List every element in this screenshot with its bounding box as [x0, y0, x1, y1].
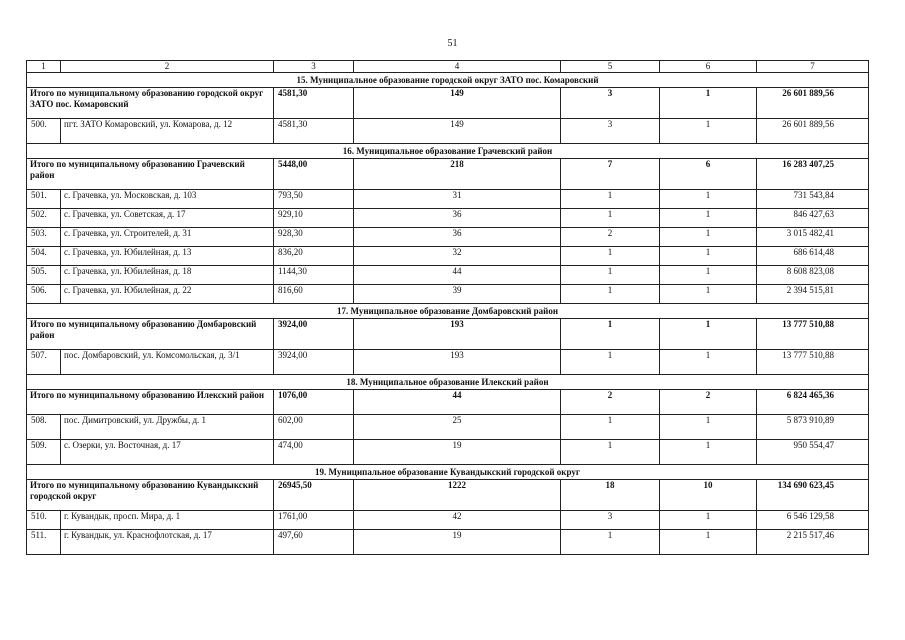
total-row	[27, 88, 869, 119]
row-number: 511.	[27, 530, 61, 555]
row-col6: 1	[660, 415, 757, 440]
row-cost: 2 215 517,46	[757, 530, 869, 555]
row-cost: 5 873 910,89	[757, 415, 869, 440]
section-heading-row	[27, 304, 869, 319]
row-col6: 1	[660, 119, 757, 144]
row-number: 506.	[27, 285, 61, 304]
row-address: пос. Димитровский, ул. Дружбы, д. 1	[61, 415, 274, 440]
column-number: 5	[561, 61, 660, 73]
total-area: 5448,00	[274, 159, 354, 190]
row-area: 929,10	[274, 209, 354, 228]
row-number: 507.	[27, 350, 61, 375]
row-col5: 3	[561, 511, 660, 530]
row-col6: 1	[660, 228, 757, 247]
row-address: г. Кувандык, просп. Мира, д. 1	[61, 511, 274, 530]
total-col5: 7	[561, 159, 660, 190]
table-row	[27, 350, 869, 375]
section-heading: 15. Муниципальное образование городской округ ЗАТО пос. Комаровский	[27, 73, 869, 88]
row-col4: 36	[354, 209, 561, 228]
row-col4: 36	[354, 228, 561, 247]
total-cost: 26 601 889,56	[757, 88, 869, 119]
row-cost: 26 601 889,56	[757, 119, 869, 144]
column-number: 1	[27, 61, 61, 73]
total-area: 3924,00	[274, 319, 354, 350]
row-number: 510.	[27, 511, 61, 530]
column-number: 3	[274, 61, 354, 73]
row-area: 497,60	[274, 530, 354, 555]
row-cost: 3 015 482,41	[757, 228, 869, 247]
row-cost: 6 546 129,58	[757, 511, 869, 530]
row-cost: 950 554,47	[757, 440, 869, 465]
total-col6: 6	[660, 159, 757, 190]
row-col5: 1	[561, 209, 660, 228]
row-cost: 8 608 823,08	[757, 266, 869, 285]
row-col5: 2	[561, 228, 660, 247]
total-area: 1076,00	[274, 390, 354, 415]
total-cost: 134 690 623,45	[757, 480, 869, 511]
table-row	[27, 119, 869, 144]
row-col6: 1	[660, 266, 757, 285]
row-address: с. Озерки, ул. Восточная, д. 17	[61, 440, 274, 465]
row-col4: 149	[354, 119, 561, 144]
row-col4: 193	[354, 350, 561, 375]
row-col6: 1	[660, 440, 757, 465]
row-area: 793,50	[274, 190, 354, 209]
row-number: 500.	[27, 119, 61, 144]
row-address: с. Грачевка, ул. Советская, д. 17	[61, 209, 274, 228]
total-row	[27, 319, 869, 350]
total-label: Итого по муниципальному образованию Илекский район	[27, 390, 274, 415]
row-cost: 731 543,84	[757, 190, 869, 209]
total-row	[27, 159, 869, 190]
housing-table	[26, 60, 869, 555]
row-address: с. Грачевка, ул. Юбилейная, д. 13	[61, 247, 274, 266]
row-number: 505.	[27, 266, 61, 285]
total-cost: 16 283 407,25	[757, 159, 869, 190]
row-area: 474,00	[274, 440, 354, 465]
table-row	[27, 247, 869, 266]
total-area: 26945,50	[274, 480, 354, 511]
row-address: пгт. ЗАТО Комаровский, ул. Комарова, д. 12	[61, 119, 274, 144]
row-cost: 2 394 515,81	[757, 285, 869, 304]
total-cost: 13 777 510,88	[757, 319, 869, 350]
total-col4: 193	[354, 319, 561, 350]
section-heading-row	[27, 73, 869, 88]
row-col4: 42	[354, 511, 561, 530]
row-col6: 1	[660, 285, 757, 304]
table-row	[27, 190, 869, 209]
total-col5: 1	[561, 319, 660, 350]
table-row	[27, 228, 869, 247]
row-col4: 25	[354, 415, 561, 440]
total-row	[27, 480, 869, 511]
row-address: г. Кувандык, ул. Краснофлотская, д. 17	[61, 530, 274, 555]
row-number: 502.	[27, 209, 61, 228]
row-col4: 32	[354, 247, 561, 266]
section-heading: 17. Муниципальное образование Домбаровский район	[27, 304, 869, 319]
total-col4: 44	[354, 390, 561, 415]
table-row	[27, 440, 869, 465]
total-col4: 218	[354, 159, 561, 190]
column-number: 2	[61, 61, 274, 73]
row-number: 501.	[27, 190, 61, 209]
row-cost: 686 614,48	[757, 247, 869, 266]
row-address: с. Грачевка, ул. Юбилейная, д. 18	[61, 266, 274, 285]
total-col6: 2	[660, 390, 757, 415]
row-area: 1144,30	[274, 266, 354, 285]
total-col4: 1222	[354, 480, 561, 511]
row-area: 602,00	[274, 415, 354, 440]
total-col5: 2	[561, 390, 660, 415]
row-number: 504.	[27, 247, 61, 266]
page-number: 51	[447, 38, 458, 49]
row-col4: 39	[354, 285, 561, 304]
section-heading-row	[27, 144, 869, 159]
row-col5: 1	[561, 285, 660, 304]
row-col6: 1	[660, 247, 757, 266]
row-area: 4581,30	[274, 119, 354, 144]
total-label: Итого по муниципальному образованию Домбаровский район	[27, 319, 274, 350]
row-address: с. Грачевка, ул. Московская, д. 103	[61, 190, 274, 209]
column-number: 4	[354, 61, 561, 73]
row-col5: 1	[561, 266, 660, 285]
row-area: 836,20	[274, 247, 354, 266]
row-number: 509.	[27, 440, 61, 465]
column-number: 7	[757, 61, 869, 73]
row-col6: 1	[660, 511, 757, 530]
total-row	[27, 390, 869, 415]
total-col6: 1	[660, 319, 757, 350]
row-address: пос. Домбаровский, ул. Комсомольская, д. 3/1	[61, 350, 274, 375]
row-col5: 1	[561, 190, 660, 209]
row-area: 928,30	[274, 228, 354, 247]
row-area: 3924,00	[274, 350, 354, 375]
row-col4: 19	[354, 530, 561, 555]
column-number-row	[27, 61, 869, 73]
row-col6: 1	[660, 350, 757, 375]
row-col5: 1	[561, 440, 660, 465]
row-address: с. Грачевка, ул. Юбилейная, д. 22	[61, 285, 274, 304]
row-col6: 1	[660, 209, 757, 228]
row-number: 503.	[27, 228, 61, 247]
row-area: 1761,00	[274, 511, 354, 530]
row-number: 508.	[27, 415, 61, 440]
section-heading: 16. Муниципальное образование Грачевский район	[27, 144, 869, 159]
section-heading: 19. Муниципальное образование Кувандыкский городской округ	[27, 465, 869, 480]
section-heading: 18. Муниципальное образование Илекский район	[27, 375, 869, 390]
total-col6: 10	[660, 480, 757, 511]
table-row	[27, 209, 869, 228]
total-col5: 3	[561, 88, 660, 119]
total-cost: 6 824 465,36	[757, 390, 869, 415]
total-col5: 18	[561, 480, 660, 511]
row-cost: 846 427,63	[757, 209, 869, 228]
row-address: с. Грачевка, ул. Строителей, д. 31	[61, 228, 274, 247]
column-number: 6	[660, 61, 757, 73]
row-col5: 1	[561, 415, 660, 440]
total-label: Итого по муниципальному образованию Грачевский район	[27, 159, 274, 190]
table-row	[27, 511, 869, 530]
row-col4: 31	[354, 190, 561, 209]
section-heading-row	[27, 375, 869, 390]
row-col6: 1	[660, 530, 757, 555]
row-col5: 1	[561, 350, 660, 375]
total-label: Итого по муниципальному образованию городской округ ЗАТО пос. Комаровский	[27, 88, 274, 119]
table-row	[27, 415, 869, 440]
row-col5: 1	[561, 247, 660, 266]
table-row	[27, 285, 869, 304]
row-cost: 13 777 510,88	[757, 350, 869, 375]
total-col6: 1	[660, 88, 757, 119]
row-col6: 1	[660, 190, 757, 209]
row-area: 816,60	[274, 285, 354, 304]
row-col5: 3	[561, 119, 660, 144]
total-col4: 149	[354, 88, 561, 119]
total-area: 4581,30	[274, 88, 354, 119]
table-row	[27, 266, 869, 285]
row-col5: 1	[561, 530, 660, 555]
section-heading-row	[27, 465, 869, 480]
total-label: Итого по муниципальному образованию Кувандыкский городской округ	[27, 480, 274, 511]
row-col4: 44	[354, 266, 561, 285]
row-col4: 19	[354, 440, 561, 465]
table-row	[27, 530, 869, 555]
